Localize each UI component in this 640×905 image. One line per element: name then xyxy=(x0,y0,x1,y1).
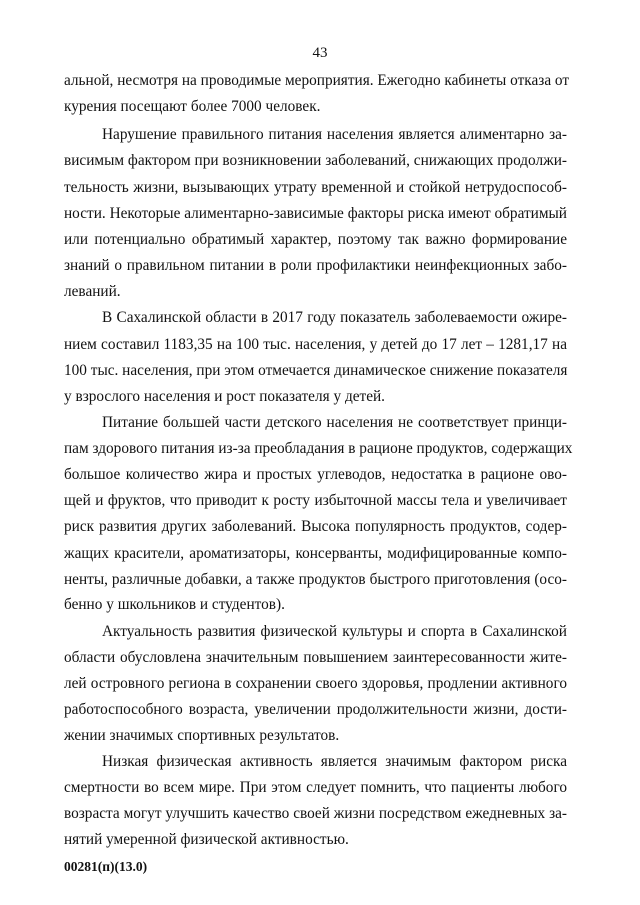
paragraph-3-line-1: В Сахалинской области в 2017 году показатель заболеваемости ожире- xyxy=(102,309,567,326)
paragraph-5-line-5: жении значимых спортивных результатов. xyxy=(64,727,340,744)
paragraph-5-line-1: Актуальность развития физической культуры и спорта в Сахалинской xyxy=(102,623,567,640)
paragraph-2-line-7: леваний. xyxy=(64,283,121,300)
document-code: 00281(п)(13.0) xyxy=(64,859,148,874)
paragraph-4-line-2: пам здорового питания из-за преобладания в рационе продуктов, содержащих xyxy=(64,440,573,457)
paragraph-5-line-3: лей островного региона в сохранении своего здоровья, продлении активного xyxy=(64,675,567,692)
paragraph-4-line-4: щей и фруктов, что приводит к росту избыточной массы тела и увеличивает xyxy=(64,492,567,509)
paragraph-4-line-3: большое количество жира и простых углеводов, недостатка в рационе ово- xyxy=(64,466,567,483)
paragraph-2-line-4: ности. Некоторые алиментарно-зависимые факторы риска имеют обратимый xyxy=(64,205,567,222)
paragraph-2-line-6: знаний о правильном питании в роли профилактики неинфекционных забо- xyxy=(64,257,567,274)
paragraph-2-line-3: тельность жизни, вызывающих утрату временной и стойкой нетрудоспособ- xyxy=(64,179,567,196)
paragraph-4-line-5: риск развития других заболеваний. Высока популярность продуктов, содер- xyxy=(64,518,567,535)
paragraph-4-line-7: ненты, различные добавки, а также продуктов быстрого приготовления (осо- xyxy=(64,571,567,588)
paragraph-6-line-1: Низкая физическая активность является значимым фактором риска xyxy=(102,753,567,770)
page-number: 43 xyxy=(312,45,328,61)
paragraph-5-line-4: работоспособного возраста, увеличении продолжительности жизни, дости- xyxy=(64,701,567,718)
paragraph-3-line-3: 100 тыс. населения, при этом отмечается динамическое снижение показателя xyxy=(64,362,568,379)
paragraph-2-line-1: Нарушение правильного питания населения является алиментарно за- xyxy=(102,126,567,143)
paragraph-6-line-3: возраста могут улучшить качество своей жизни посредством ежедневных за- xyxy=(64,805,567,822)
paragraph-4-line-1: Питание большей части детского населения не соответствует принци- xyxy=(102,414,567,431)
paragraph-1-line-1: альной, несмотря на проводимые мероприятия. Ежегодно кабинеты отказа от xyxy=(64,72,570,89)
paragraph-3-line-2: нием составил 1183,35 на 100 тыс. населения, у детей до 17 лет – 1281,17 на xyxy=(64,336,567,353)
paragraph-6-line-4: нятий умеренной физической активностью. xyxy=(64,831,349,848)
paragraph-4-line-6: жащих красители, ароматизаторы, консерванты, модифицированные компо- xyxy=(64,545,567,562)
paragraph-2-line-5: или потенциально обратимый характер, поэтому так важно формирование xyxy=(64,231,567,248)
paragraph-1-line-2: курения посещают более 7000 человек. xyxy=(64,98,321,115)
paragraph-2-line-2: висимым фактором при возникновении заболеваний, снижающих продолжи- xyxy=(64,152,567,169)
paragraph-3-line-4: у взрослого населения и рост показателя у детей. xyxy=(64,388,385,405)
paragraph-6-line-2: смертности во всем мире. При этом следует помнить, что пациенты любого xyxy=(64,779,567,796)
paragraph-5-line-2: области обусловлена значительным повышением заинтересованности жите- xyxy=(64,649,567,666)
paragraph-4-line-8: бенно у школьников и студентов). xyxy=(64,596,285,613)
